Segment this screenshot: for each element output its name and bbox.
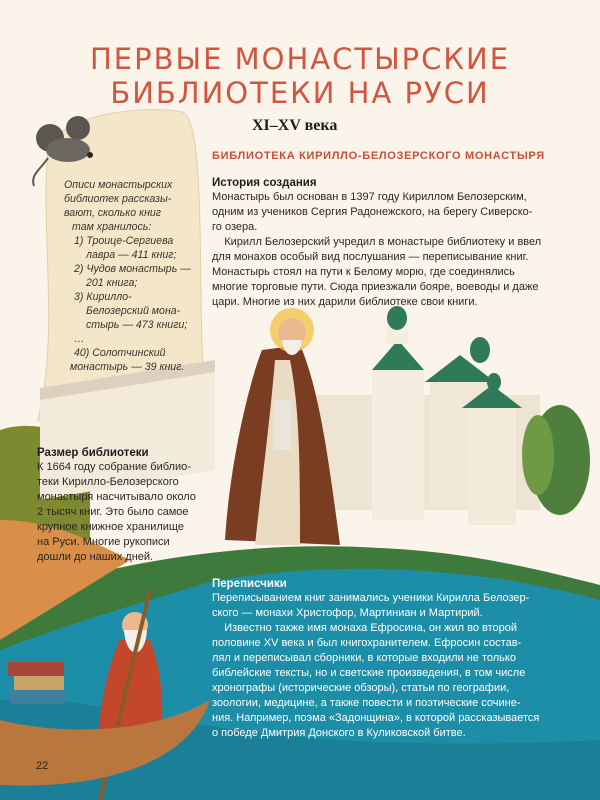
history-block bbox=[212, 177, 541, 310]
scroll-note: Описи монастырских библиотек рассказы- вают, сколько книг там хранилось: 1) Троице-Сергиева лавра — 411 книг; 2) Чудов монастырь — 201 книга; 3) Кирилло- Белозерский мона- стырь — 473 книги; … 40) Солотчинский монастырь — 39 книг. bbox=[64, 179, 191, 373]
scribes-text: Переписыванием книг занимались ученики Кирилла Белозер- ского — монахи Христофор, Мартиниан и Мартирий. Известно также имя монаха Ефросина, он жил во второй половине XV века и был книгохранителем. Ефросин состав- лял и переписывал сборники, в которые входили не только библейские тексты, но и светские произведения, в том числе хронографы (исторические обзоры), статьи по географии, зоологии, медицине, а также повести и поэтические сочине- ния. Например, поэма «Задонщина», в которой рассказывается о победе Дмитрия Донского в Куликовской битве. bbox=[212, 592, 540, 739]
scribes-block bbox=[212, 578, 539, 741]
history-heading: История создания bbox=[212, 177, 317, 189]
title-line-2: БИБЛИОТЕКИ НА РУСИ bbox=[110, 76, 490, 110]
tower-left bbox=[372, 306, 424, 520]
library-size-block bbox=[37, 447, 196, 565]
scribes-heading: Переписчики bbox=[212, 578, 287, 590]
library-size-heading: Размер библиотеки bbox=[37, 447, 149, 459]
section-heading: БИБЛИОТЕКА КИРИЛЛО-БЕЛОЗЕРСКОГО МОНАСТЫРЯ bbox=[212, 150, 545, 162]
period-subtitle: XI–XV века bbox=[252, 117, 338, 134]
page-title bbox=[0, 42, 600, 110]
history-text: Монастырь был основан в 1397 году Кириллом Белозерским, одним из учеников Сергия Радонежского, на берегу Сиверско- го озера. Кирилл Белозерский учредил в монастыре библиотеку и ввел для монахов особый вид послушания — переписывание книг. Монастырь стоял на пути к Белому морю, где соединялись многие торговые пути. Сюда приезжали бояре, воеводы и даже цари. Многие из них дарили библиотеке свои книги. bbox=[212, 191, 542, 308]
books-stack bbox=[8, 662, 65, 704]
library-size-text: К 1664 году собрание библио- теки Кирилло-Белозерского монастыря насчитывало около 2 тысяч книг. Это было самое крупное книжное хранилище на Руси. Многие рукописи дошли до наших дней. bbox=[37, 461, 196, 563]
title-line-1: ПЕРВЫЕ МОНАСТЫРСКИЕ bbox=[89, 42, 511, 76]
page-number: 22 bbox=[36, 760, 49, 772]
